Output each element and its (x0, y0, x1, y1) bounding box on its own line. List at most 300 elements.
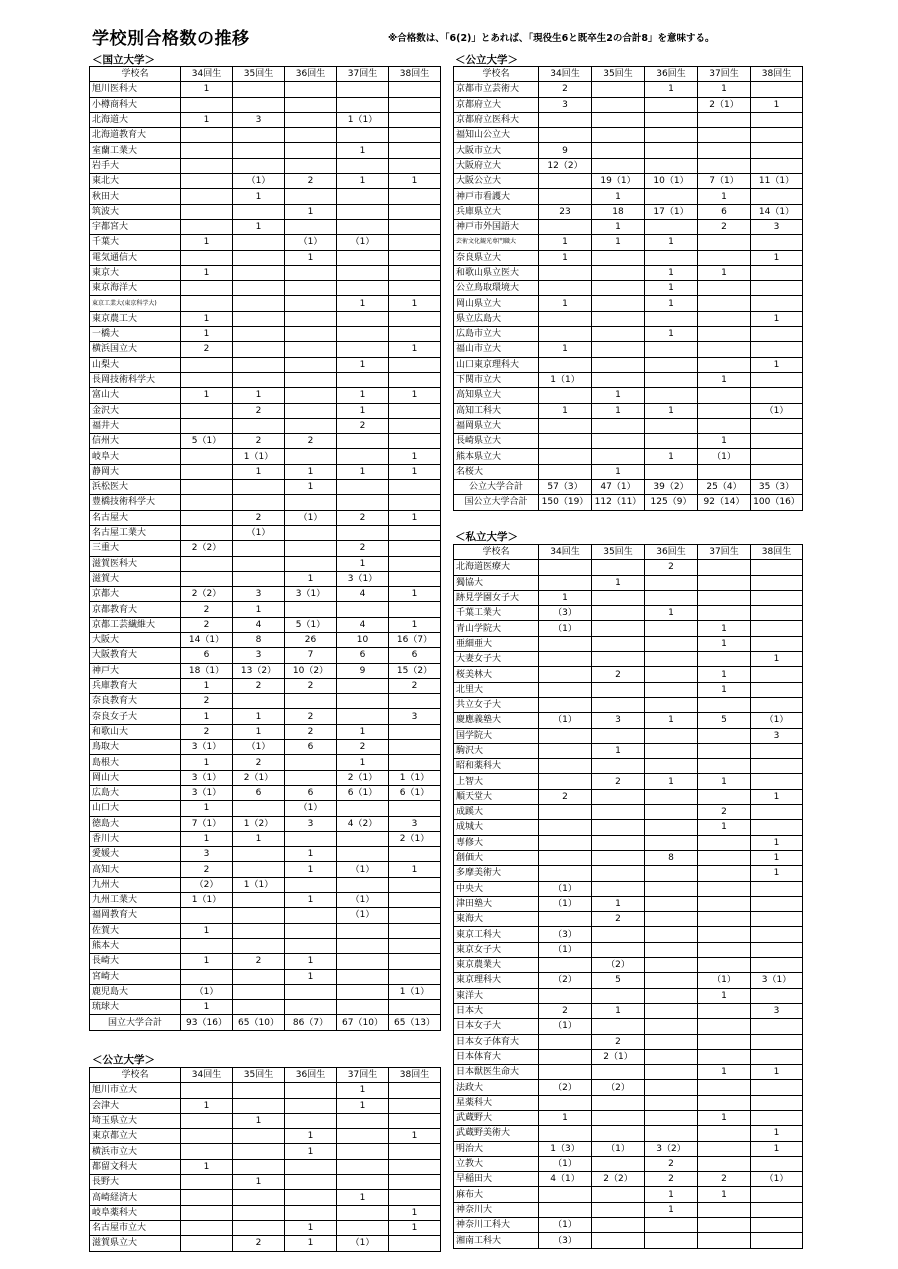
pass-count (233, 311, 285, 326)
pass-count: （1） (539, 1156, 592, 1171)
pass-count: 1 (389, 587, 441, 602)
table-row (454, 449, 803, 464)
table-row (90, 785, 441, 800)
pass-count (592, 112, 645, 127)
school-name: 名古屋市立大 (90, 1220, 181, 1235)
pass-count (698, 112, 751, 127)
school-name: 下関市立大 (454, 372, 539, 387)
school-name: 神戸市外国語大 (454, 219, 539, 234)
pass-count (285, 923, 337, 938)
school-name: 兵庫県立大 (454, 204, 539, 219)
pass-count (389, 1190, 441, 1205)
pass-count: 2 (337, 541, 389, 556)
pass-count (181, 250, 233, 265)
table-row (90, 587, 441, 602)
pass-count: 2（1） (233, 770, 285, 785)
school-name: 熊本県立大 (454, 449, 539, 464)
table-row (454, 281, 803, 296)
pass-count (751, 636, 803, 651)
table-row (454, 713, 803, 728)
pass-count (698, 128, 751, 143)
pass-count (592, 158, 645, 173)
pass-count: 1 (233, 189, 285, 204)
pass-count (645, 250, 698, 265)
pass-count (645, 189, 698, 204)
pass-count (645, 128, 698, 143)
pass-count (233, 495, 285, 510)
pass-count (645, 958, 698, 973)
table-row (90, 678, 441, 693)
pass-count: 1 (645, 82, 698, 97)
school-name: 立教大 (454, 1156, 539, 1171)
table-row (90, 128, 441, 143)
school-name: 東京都立大 (90, 1129, 181, 1144)
pass-count: （2） (539, 1080, 592, 1095)
school-name: 奈良県立大 (454, 250, 539, 265)
pass-count: 1 (645, 327, 698, 342)
school-name: 千葉工業大 (454, 606, 539, 621)
school-name: 岩手大 (90, 158, 181, 173)
pass-count: 1 (592, 219, 645, 234)
pass-count (645, 575, 698, 590)
pass-count: （1） (233, 740, 285, 755)
column-header: 35回生 (233, 1068, 285, 1083)
pass-count: 1 (645, 281, 698, 296)
pass-count: 1 (285, 464, 337, 479)
pass-count (337, 128, 389, 143)
pass-count: 1 (751, 311, 803, 326)
pass-count (389, 311, 441, 326)
school-name: 北里大 (454, 682, 539, 697)
pass-count (233, 1083, 285, 1098)
table-row (90, 189, 441, 204)
pass-count: （1） (698, 449, 751, 464)
pass-count: 2 (539, 1003, 592, 1018)
table-row (454, 973, 803, 988)
school-name: 宇都宮大 (90, 219, 181, 234)
pass-count: 1 (233, 464, 285, 479)
pass-count (645, 418, 698, 433)
pass-count (698, 403, 751, 418)
pass-count (285, 418, 337, 433)
total-count: 35（3） (751, 480, 803, 495)
school-name: 横浜国立大 (90, 342, 181, 357)
pass-count (751, 464, 803, 479)
column-header: 36回生 (285, 1068, 337, 1083)
pass-count: 14（1） (181, 632, 233, 647)
pass-count (592, 1110, 645, 1125)
pass-count (337, 1175, 389, 1190)
pass-count: 26 (285, 632, 337, 647)
pass-count (181, 556, 233, 571)
pass-count (285, 755, 337, 770)
table-row (90, 1236, 441, 1251)
pass-count: 1 (233, 1175, 285, 1190)
pass-count (645, 652, 698, 667)
pass-count: 3（1） (181, 785, 233, 800)
school-name: 順天堂大 (454, 789, 539, 804)
school-name: 旭川医科大 (90, 82, 181, 97)
pass-count (645, 881, 698, 896)
pass-count: 3 (233, 648, 285, 663)
pass-count (389, 235, 441, 250)
pass-count: （1） (337, 862, 389, 877)
column-header: 学校名 (454, 545, 539, 560)
pass-count: （1） (539, 621, 592, 636)
pass-count (592, 97, 645, 112)
table-row (454, 1141, 803, 1156)
table-row (90, 908, 441, 923)
pass-count: （1） (698, 973, 751, 988)
pass-count: 2 (285, 434, 337, 449)
pass-count (337, 923, 389, 938)
table-row (90, 480, 441, 495)
pass-count: 6 (337, 648, 389, 663)
pass-count (389, 724, 441, 739)
pass-count (285, 372, 337, 387)
school-name: 亜細亜大 (454, 636, 539, 651)
pass-count: 1 (751, 866, 803, 881)
school-name: 武蔵野美術大 (454, 1126, 539, 1141)
table-row (90, 525, 441, 540)
pass-count (285, 556, 337, 571)
school-name: 鹿児島大 (90, 984, 181, 999)
pass-count (645, 1126, 698, 1141)
pass-count: 13（2） (233, 663, 285, 678)
pass-count: 1（1） (389, 770, 441, 785)
pass-count: 1 (389, 1205, 441, 1220)
pass-count (539, 636, 592, 651)
pass-count: 2（2） (592, 1172, 645, 1187)
pass-count (337, 602, 389, 617)
table-row (90, 602, 441, 617)
pass-count (233, 923, 285, 938)
pass-count (285, 1113, 337, 1128)
pass-count: 1 (751, 789, 803, 804)
pass-count (539, 1065, 592, 1080)
table-row (90, 281, 441, 296)
pass-count: 1 (539, 296, 592, 311)
pass-count: 5 (592, 973, 645, 988)
school-name: 筑波大 (90, 204, 181, 219)
pass-count (285, 694, 337, 709)
pass-count (539, 560, 592, 575)
table-row (90, 418, 441, 433)
pass-count: 1 (181, 327, 233, 342)
pass-count (233, 250, 285, 265)
pass-count: 1 (285, 204, 337, 219)
pass-count (337, 938, 389, 953)
table-row (90, 311, 441, 326)
pass-count (698, 1019, 751, 1034)
pass-count: 1 (285, 893, 337, 908)
table-row (454, 311, 803, 326)
pass-count: （1） (539, 1218, 592, 1233)
table-row (454, 1080, 803, 1095)
pass-count: 3 (751, 1003, 803, 1018)
table-row (454, 464, 803, 479)
table-row (90, 158, 441, 173)
pass-count: 1 (181, 709, 233, 724)
pass-count (592, 988, 645, 1003)
pass-count (751, 621, 803, 636)
table-row (454, 896, 803, 911)
pass-count: 1 (698, 636, 751, 651)
pass-count (751, 927, 803, 942)
school-name: 会津大 (90, 1098, 181, 1113)
pass-count (233, 97, 285, 112)
pass-count: 1 (539, 250, 592, 265)
school-name: 芸術文化観光専門職大 (454, 235, 539, 250)
pass-count (592, 1065, 645, 1080)
pass-count (592, 1187, 645, 1202)
pass-count: （1） (337, 893, 389, 908)
pass-count: （1） (285, 510, 337, 525)
pass-count (592, 927, 645, 942)
pass-count: 1 (389, 510, 441, 525)
pass-count (592, 881, 645, 896)
pass-count (233, 1098, 285, 1113)
column-header: 37回生 (698, 67, 751, 82)
table-row (90, 969, 441, 984)
table-row (454, 590, 803, 605)
pass-count (181, 219, 233, 234)
school-name: 広島大 (90, 785, 181, 800)
pass-count (181, 449, 233, 464)
pass-count (389, 893, 441, 908)
pass-count: 1 (698, 1065, 751, 1080)
pass-count (337, 877, 389, 892)
pass-count (645, 636, 698, 651)
table-row (454, 372, 803, 387)
total-count: 112（11） (592, 495, 645, 510)
pass-count: 1 (645, 606, 698, 621)
school-name: 福岡県立大 (454, 418, 539, 433)
pass-count (389, 112, 441, 127)
pass-count: 2（1） (592, 1049, 645, 1064)
pass-count (751, 128, 803, 143)
school-name: 武蔵野大 (454, 1110, 539, 1125)
pass-count (389, 1175, 441, 1190)
school-name: 成蹊大 (454, 805, 539, 820)
pass-count: 4 (337, 587, 389, 602)
pass-count (592, 606, 645, 621)
pass-count: 1 (698, 265, 751, 280)
column-header: 36回生 (645, 545, 698, 560)
pass-count: 3 (751, 728, 803, 743)
pass-count (539, 1202, 592, 1217)
pass-count (698, 942, 751, 957)
school-name: 名古屋工業大 (90, 525, 181, 540)
pass-count (698, 759, 751, 774)
school-name: 青山学院大 (454, 621, 539, 636)
pass-count: 2 (698, 1172, 751, 1187)
pass-count (698, 912, 751, 927)
pass-count: （1） (539, 1019, 592, 1034)
table-row (90, 174, 441, 189)
pass-count (337, 709, 389, 724)
column-header: 学校名 (90, 1068, 181, 1083)
pass-count: 1 (698, 988, 751, 1003)
pass-count (389, 434, 441, 449)
pass-count (645, 697, 698, 712)
pass-count: 1 (592, 575, 645, 590)
table-row (90, 831, 441, 846)
pass-count (285, 1159, 337, 1174)
pass-count: 2 (181, 342, 233, 357)
school-name: 香川大 (90, 831, 181, 846)
pass-count (645, 1019, 698, 1034)
table-row (454, 434, 803, 449)
pass-count (592, 728, 645, 743)
pass-count: 1 (389, 449, 441, 464)
pass-count: 1 (337, 296, 389, 311)
pass-count (645, 143, 698, 158)
pass-count (337, 984, 389, 999)
pass-count: 5（1） (181, 434, 233, 449)
pass-count: 6 (389, 648, 441, 663)
school-name: 宮崎大 (90, 969, 181, 984)
pass-count (337, 97, 389, 112)
pass-count (337, 801, 389, 816)
pass-count (698, 1034, 751, 1049)
pass-count (285, 296, 337, 311)
pass-count: 1 (592, 235, 645, 250)
school-name: 秋田大 (90, 189, 181, 204)
pass-count (285, 938, 337, 953)
pass-count (698, 418, 751, 433)
pass-count (698, 958, 751, 973)
total-count: 65（10） (233, 1015, 285, 1030)
pass-count: 1 (539, 590, 592, 605)
pass-count (233, 1159, 285, 1174)
school-name: 京都市立芸術大 (454, 82, 539, 97)
school-name: 京都大 (90, 587, 181, 602)
table-row (454, 250, 803, 265)
pass-count (539, 1034, 592, 1049)
pass-count (337, 1129, 389, 1144)
pass-count (337, 281, 389, 296)
pass-count: 1 (389, 342, 441, 357)
pass-count (389, 265, 441, 280)
school-name: 熊本大 (90, 938, 181, 953)
pass-count (539, 434, 592, 449)
table-row (454, 958, 803, 973)
pass-count: 2 (233, 755, 285, 770)
table-row (90, 1098, 441, 1113)
pass-count (181, 1190, 233, 1205)
pass-count: 1 (233, 1113, 285, 1128)
pass-count: 1 (389, 1220, 441, 1235)
pass-count (751, 235, 803, 250)
pass-count (751, 1202, 803, 1217)
pass-count: 1 (233, 724, 285, 739)
pass-count (592, 560, 645, 575)
table-row (454, 342, 803, 357)
pass-count (751, 296, 803, 311)
table-row (90, 204, 441, 219)
school-name: 大阪教育大 (90, 648, 181, 663)
school-name: 北海道教育大 (90, 128, 181, 143)
pass-count (698, 388, 751, 403)
pass-count: 10（1） (645, 174, 698, 189)
table-row (90, 984, 441, 999)
column-header: 34回生 (181, 67, 233, 82)
table-row (454, 774, 803, 789)
pass-count: 3（1） (285, 587, 337, 602)
pass-count (337, 1159, 389, 1174)
pass-count (592, 621, 645, 636)
pass-count: （2） (539, 973, 592, 988)
pass-count: 8 (233, 632, 285, 647)
pass-count (233, 1000, 285, 1015)
pass-count (181, 1175, 233, 1190)
school-name: 日本獣医生命大 (454, 1065, 539, 1080)
pass-count (233, 82, 285, 97)
table-row (454, 1233, 803, 1248)
school-name: 埼玉県立大 (90, 1113, 181, 1128)
pass-count: 4（1） (539, 1172, 592, 1187)
pass-count (592, 1233, 645, 1248)
public-university-table-left (89, 1067, 441, 1252)
pass-count: 2 (337, 418, 389, 433)
pass-count (592, 682, 645, 697)
pass-count (592, 789, 645, 804)
school-name: 和歌山県立医大 (454, 265, 539, 280)
pass-count (539, 728, 592, 743)
pass-count (645, 342, 698, 357)
pass-count: 2 (539, 82, 592, 97)
pass-count (285, 1083, 337, 1098)
school-name: 桜美林大 (454, 667, 539, 682)
pass-count (233, 847, 285, 862)
pass-count (751, 942, 803, 957)
pass-count (592, 850, 645, 865)
school-name: 三重大 (90, 541, 181, 556)
pass-count: 1 (751, 850, 803, 865)
pass-count (592, 311, 645, 326)
school-name: 京都教育大 (90, 602, 181, 617)
pass-count (233, 296, 285, 311)
pass-count (233, 801, 285, 816)
pass-count: 4 (337, 617, 389, 632)
pass-count (285, 357, 337, 372)
table-row (90, 724, 441, 739)
pass-count (285, 342, 337, 357)
table-row (454, 881, 803, 896)
table-row (90, 740, 441, 755)
pass-count (698, 158, 751, 173)
pass-count (181, 1113, 233, 1128)
pass-count (337, 694, 389, 709)
pass-count (233, 541, 285, 556)
school-name: 千葉大 (90, 235, 181, 250)
pass-count (285, 219, 337, 234)
pass-count (751, 774, 803, 789)
pass-count: 7（1） (698, 174, 751, 189)
pass-count (592, 1095, 645, 1110)
table-row (90, 449, 441, 464)
pass-count: 1 (698, 682, 751, 697)
pass-count (389, 372, 441, 387)
pass-count (285, 388, 337, 403)
pass-count: 1 (751, 835, 803, 850)
school-name: 長崎大 (90, 954, 181, 969)
pass-count: 18 (592, 204, 645, 219)
pass-count: 2 (698, 805, 751, 820)
pass-count (389, 250, 441, 265)
section-label-national: ＜国立大学＞ (92, 54, 155, 66)
